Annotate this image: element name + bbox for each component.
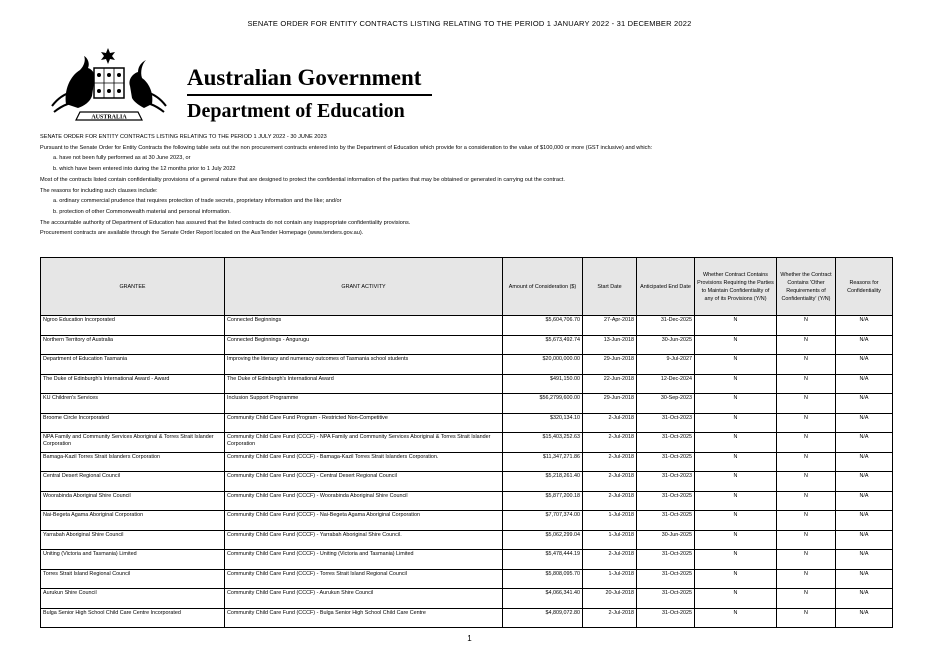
reasons-cell: N/A — [836, 530, 893, 550]
other-requirements-flag-cell: N — [777, 413, 836, 433]
end-date-cell: 31-Oct-2025 — [637, 511, 695, 531]
confidentiality-flag-cell: N — [695, 472, 777, 492]
grantee-cell: Ngroo Education Incorporated — [41, 316, 225, 336]
start-date-cell: 13-Jun-2018 — [583, 335, 637, 355]
activity-cell: Community Child Care Fund Program - Restricted Non-Competitive — [225, 413, 503, 433]
other-requirements-flag-cell: N — [777, 452, 836, 472]
intro-text — [40, 132, 900, 239]
intro-paragraph: The accountable authority of Department of Education has assured that the listed contracts do not contain any inappropriate confidentiality provisions. — [40, 219, 411, 226]
grantee-cell: Aurukun Shire Council — [41, 589, 225, 609]
amount-cell: $15,403,252.63 — [503, 433, 583, 453]
crest-scroll-text: AUSTRALIA — [91, 114, 127, 121]
other-requirements-flag-cell: N — [777, 355, 836, 375]
table-body — [41, 316, 893, 628]
other-requirements-flag-cell: N — [777, 589, 836, 609]
start-date-cell: 29-Jun-2018 — [583, 355, 637, 375]
end-date-cell: 12-Dec-2024 — [637, 374, 695, 394]
table-row — [41, 491, 893, 511]
start-date-cell: 20-Jul-2018 — [583, 589, 637, 609]
amount-cell: $20,000,000.00 — [503, 355, 583, 375]
column-header-start-date: Start Date — [583, 258, 637, 316]
reasons-cell: N/A — [836, 355, 893, 375]
activity-cell: Community Child Care Fund (CCCF) - Uniting (Victoria and Tasmania) Limited — [225, 550, 503, 570]
contracts-table — [40, 257, 893, 628]
confidentiality-flag-cell: N — [695, 335, 777, 355]
column-header-other-requirements: Whether the Contract Contains 'Other Requirements of Confidentiality' (Y/N) — [777, 258, 836, 316]
activity-cell: Community Child Care Fund (CCCF) - Aurukun Shire Council — [225, 589, 503, 609]
grantee-cell: Bulga Senior High School Child Care Centre Incorporated — [41, 608, 225, 628]
table-row — [41, 413, 893, 433]
intro-item-a: a. have not been fully performed as at 30 June 2023, or — [53, 155, 191, 162]
grantee-cell: Bamaga-Kazil Torres Strait Islanders Corporation — [41, 452, 225, 472]
amount-cell: $5,604,706.70 — [503, 316, 583, 336]
start-date-cell: 27-Apr-2018 — [583, 316, 637, 336]
other-requirements-flag-cell: N — [777, 491, 836, 511]
activity-cell: Community Child Care Fund (CCCF) - Central Desert Regional Council — [225, 472, 503, 492]
table-row — [41, 433, 893, 453]
page-number: 1 — [467, 634, 472, 643]
government-name: Australian Government — [187, 65, 422, 90]
reasons-cell: N/A — [836, 491, 893, 511]
activity-cell: Community Child Care Fund (CCCF) - Woorabinda Aboriginal Shire Council — [225, 491, 503, 511]
other-requirements-flag-cell: N — [777, 394, 836, 414]
start-date-cell: 2-Jul-2018 — [583, 550, 637, 570]
reasons-cell: N/A — [836, 511, 893, 531]
amount-cell: $5,877,200.18 — [503, 491, 583, 511]
other-requirements-flag-cell: N — [777, 530, 836, 550]
activity-cell: Inclusion Support Programme — [225, 394, 503, 414]
reasons-cell: N/A — [836, 374, 893, 394]
start-date-cell: 2-Jul-2018 — [583, 491, 637, 511]
table-row — [41, 452, 893, 472]
activity-cell: Community Child Care Fund (CCCF) - Bulga Senior High School Child Care Centre — [225, 608, 503, 628]
start-date-cell: 22-Jun-2018 — [583, 374, 637, 394]
table-row — [41, 530, 893, 550]
table-row — [41, 335, 893, 355]
amount-cell: $5,218,261.40 — [503, 472, 583, 492]
activity-cell: The Duke of Edinburgh's International Award — [225, 374, 503, 394]
reasons-cell: N/A — [836, 550, 893, 570]
grantee-cell: Woorabinda Aboriginal Shire Council — [41, 491, 225, 511]
end-date-cell: 31-Dec-2025 — [637, 316, 695, 336]
intro-paragraph: Most of the contracts listed contain confidentiality provisions of a general nature that are designed to protect the confidential information of the parties that may be obtained or generated in carrying out the contract. — [40, 176, 565, 183]
confidentiality-flag-cell: N — [695, 589, 777, 609]
column-header-confidentiality-provisions: Whether Contract Contains Provisions Requiring the Parties to Maintain Confidentiality of any of its Provisions (Y/N) — [695, 258, 777, 316]
end-date-cell: 9-Jul-2027 — [637, 355, 695, 375]
amount-cell: $320,134.10 — [503, 413, 583, 433]
activity-cell: Community Child Care Fund (CCCF) - NPA Family and Community Services Aboriginal & Torres Strait Islander Corporation — [225, 433, 503, 453]
start-date-cell: 1-Jul-2018 — [583, 530, 637, 550]
confidentiality-flag-cell: N — [695, 316, 777, 336]
grantee-cell: The Duke of Edinburgh's International Award - Award — [41, 374, 225, 394]
confidentiality-flag-cell: N — [695, 433, 777, 453]
reasons-cell: N/A — [836, 452, 893, 472]
reasons-cell: N/A — [836, 413, 893, 433]
confidentiality-flag-cell: N — [695, 394, 777, 414]
table-row — [41, 394, 893, 414]
department-name: Department of Education — [187, 100, 405, 122]
end-date-cell: 31-Oct-2025 — [637, 608, 695, 628]
activity-cell: Community Child Care Fund (CCCF) - Bamaga-Kazil Torres Strait Islanders Corporation. — [225, 452, 503, 472]
amount-cell: $5,478,444.19 — [503, 550, 583, 570]
end-date-cell: 31-Oct-2025 — [637, 550, 695, 570]
table-row — [41, 550, 893, 570]
start-date-cell: 1-Jul-2018 — [583, 569, 637, 589]
other-requirements-flag-cell: N — [777, 569, 836, 589]
start-date-cell: 1-Jul-2018 — [583, 511, 637, 531]
intro-paragraph: Pursuant to the Senate Order for Entity Contracts the following table sets out the non procurement contracts entered into by the Department of Education which provide for a consideration to the value of $100,000 or more (GST inclusive) and which: — [40, 144, 653, 151]
end-date-cell: 30-Sep-2023 — [637, 394, 695, 414]
confidentiality-flag-cell: N — [695, 452, 777, 472]
activity-cell: Improving the literacy and numeracy outcomes of Tasmania school students — [225, 355, 503, 375]
grantee-cell: Uniting (Victoria and Tasmania) Limited — [41, 550, 225, 570]
column-header-reasons: Reasons for Confidentiality — [836, 258, 893, 316]
other-requirements-flag-cell: N — [777, 511, 836, 531]
activity-cell: Connected Beginnings - Angurugu — [225, 335, 503, 355]
table-row — [41, 374, 893, 394]
confidentiality-flag-cell: N — [695, 491, 777, 511]
grantee-cell: Northern Territory of Australia — [41, 335, 225, 355]
column-header-amount: Amount of Consideration ($) — [503, 258, 583, 316]
end-date-cell: 31-Oct-2025 — [637, 452, 695, 472]
grantee-cell: Department of Education Tasmania — [41, 355, 225, 375]
grantee-cell: Torres Strait Island Regional Council — [41, 569, 225, 589]
amount-cell: $491,150.00 — [503, 374, 583, 394]
table-row — [41, 589, 893, 609]
start-date-cell: 29-Jun-2018 — [583, 394, 637, 414]
other-requirements-flag-cell: N — [777, 335, 836, 355]
table-header-row — [41, 258, 893, 316]
other-requirements-flag-cell: N — [777, 433, 836, 453]
grantee-cell: Central Desert Regional Council — [41, 472, 225, 492]
amount-cell: $5,673,492.74 — [503, 335, 583, 355]
reasons-cell: N/A — [836, 316, 893, 336]
intro-item-b: b. which have been entered into during the 12 months prior to 1 July 2022 — [53, 166, 236, 173]
reasons-cell: N/A — [836, 433, 893, 453]
other-requirements-flag-cell: N — [777, 550, 836, 570]
amount-cell: $5,062,299.04 — [503, 530, 583, 550]
grantee-cell: Yarrabah Aboriginal Shire Council — [41, 530, 225, 550]
confidentiality-flag-cell: N — [695, 355, 777, 375]
reasons-cell: N/A — [836, 569, 893, 589]
start-date-cell: 2-Jul-2018 — [583, 433, 637, 453]
intro-paragraph: The reasons for including such clauses include: — [40, 187, 158, 194]
activity-cell: Community Child Care Fund (CCCF) - Torres Strait Island Regional Council — [225, 569, 503, 589]
activity-cell: Community Child Care Fund (CCCF) - Yarrabah Aboriginal Shire Council. — [225, 530, 503, 550]
end-date-cell: 31-Oct-2023 — [637, 472, 695, 492]
end-date-cell: 31-Oct-2025 — [637, 589, 695, 609]
end-date-cell: 31-Oct-2023 — [637, 413, 695, 433]
column-header-end-date: Anticipated End Date — [637, 258, 695, 316]
column-header-activity: GRANT ACTIVITY — [225, 258, 503, 316]
confidentiality-flag-cell: N — [695, 374, 777, 394]
table-row — [41, 569, 893, 589]
end-date-cell: 31-Oct-2025 — [637, 433, 695, 453]
column-header-grantee: GRANTEE — [41, 258, 225, 316]
confidentiality-flag-cell: N — [695, 511, 777, 531]
confidentiality-flag-cell: N — [695, 550, 777, 570]
other-requirements-flag-cell: N — [777, 374, 836, 394]
other-requirements-flag-cell: N — [777, 608, 836, 628]
reasons-cell: N/A — [836, 472, 893, 492]
commonwealth-coat-of-arms-icon — [44, 46, 174, 128]
start-date-cell: 2-Jul-2018 — [583, 608, 637, 628]
activity-cell: Community Child Care Fund (CCCF) - Nai-Begeta Agama Aboriginal Corporation — [225, 511, 503, 531]
other-requirements-flag-cell: N — [777, 472, 836, 492]
start-date-cell: 2-Jul-2018 — [583, 472, 637, 492]
intro-heading: SENATE ORDER FOR ENTITY CONTRACTS LISTING RELATING TO THE PERIOD 1 JULY 2022 - 30 JUNE 2023 — [40, 134, 327, 140]
confidentiality-flag-cell: N — [695, 530, 777, 550]
document-top-title: SENATE ORDER FOR ENTITY CONTRACTS LISTING RELATING TO THE PERIOD 1 JANUARY 2022 - 31 DECEMBER 2022 — [247, 19, 692, 28]
start-date-cell: 2-Jul-2018 — [583, 452, 637, 472]
amount-cell: $4,066,341.40 — [503, 589, 583, 609]
activity-cell: Connected Beginnings — [225, 316, 503, 336]
grantee-cell: NPA Family and Community Services Aboriginal & Torres Strait Islander Corporation — [41, 433, 225, 453]
grantee-cell: Nai-Begeta Agama Aboriginal Corporation — [41, 511, 225, 531]
table-row — [41, 511, 893, 531]
end-date-cell: 30-Jun-2025 — [637, 530, 695, 550]
reason-item-a: a. ordinary commercial prudence that requires protection of trade secrets, proprietary information and the like; and/or — [53, 198, 342, 205]
amount-cell: $56,2799,600.00 — [503, 394, 583, 414]
intro-paragraph: Procurement contracts are available through the Senate Order Report located on the AusTender Homepage (www.tenders.gov.au). — [40, 230, 364, 237]
header-divider — [187, 94, 432, 96]
start-date-cell: 2-Jul-2018 — [583, 413, 637, 433]
amount-cell: $4,809,072.80 — [503, 608, 583, 628]
confidentiality-flag-cell: N — [695, 569, 777, 589]
end-date-cell: 30-Jun-2025 — [637, 335, 695, 355]
confidentiality-flag-cell: N — [695, 413, 777, 433]
confidentiality-flag-cell: N — [695, 608, 777, 628]
table-row — [41, 608, 893, 628]
table-row — [41, 355, 893, 375]
other-requirements-flag-cell: N — [777, 316, 836, 336]
grantee-cell: KU Children's Services — [41, 394, 225, 414]
reasons-cell: N/A — [836, 608, 893, 628]
reasons-cell: N/A — [836, 589, 893, 609]
amount-cell: $5,808,095.70 — [503, 569, 583, 589]
reasons-cell: N/A — [836, 335, 893, 355]
amount-cell: $7,707,374.00 — [503, 511, 583, 531]
reasons-cell: N/A — [836, 394, 893, 414]
grantee-cell: Broome Circle Incorporated — [41, 413, 225, 433]
amount-cell: $11,347,271.86 — [503, 452, 583, 472]
table-row — [41, 316, 893, 336]
end-date-cell: 31-Oct-2025 — [637, 569, 695, 589]
table-row — [41, 472, 893, 492]
end-date-cell: 31-Oct-2025 — [637, 491, 695, 511]
reason-item-b: b. protection of other Commonwealth material and personal information. — [53, 208, 231, 215]
